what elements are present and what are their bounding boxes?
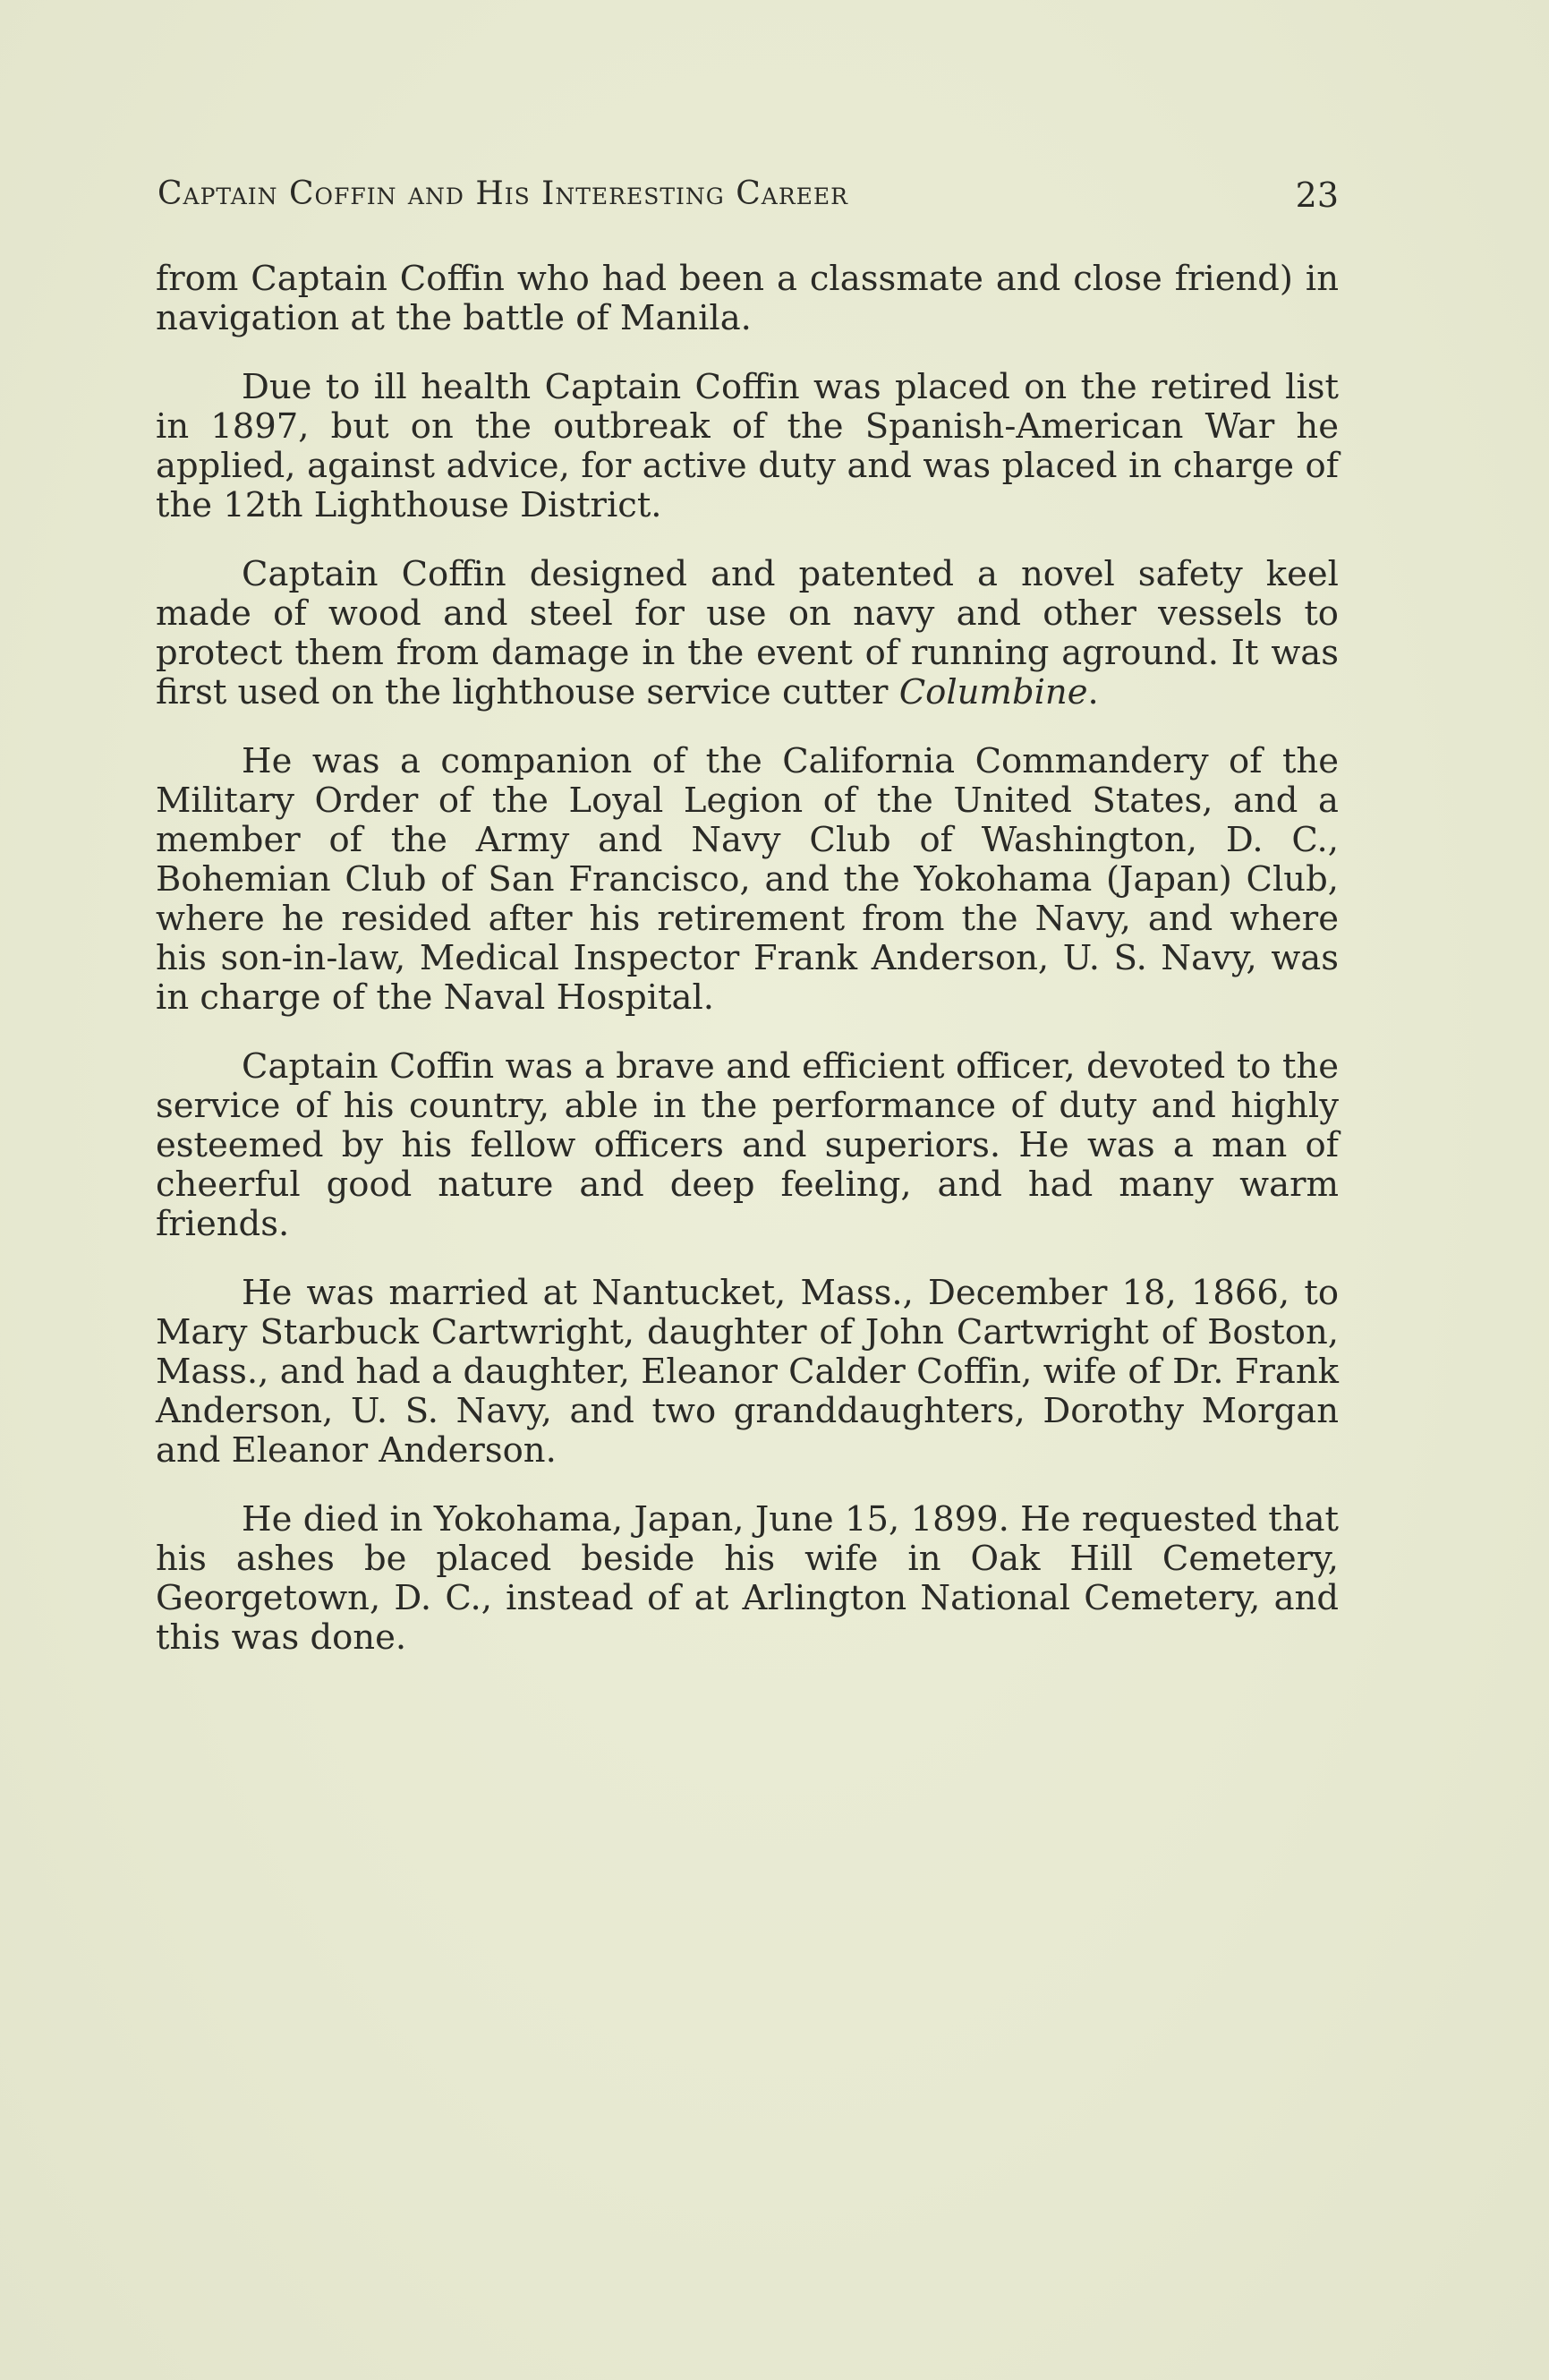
paragraph-memberships: He was a companion of the California Commandery of the Military Order of the Loyal Legion of the United States, and a member of the Army and Navy Club of Washington, D. C., Bohemian Club of San Francisco, and the Yokohama (Japan) Club, where he resided after his retirement from the Navy, and where his son-in-law, Medical Inspector Frank Anderson, U. S. Navy, was in charge of the Naval Hospital. [156,741,1339,1018]
paragraph-retirement: Due to ill health Captain Coffin was placed on the retired list in 1897, but on the outbreak of the Spanish-American War he applied, against advice, for active duty and was placed in charge of the 12th Lighthouse District. [156,367,1339,525]
paragraph-safety-keel-end: . [1087,672,1099,712]
page-header [157,175,1339,229]
page-number: 23 [1295,175,1339,215]
paragraph-continuation: from Captain Coffin who had been a classmate and close friend) in navigation at the battle of Manila. [156,259,1339,338]
ship-name: Columbine [898,672,1088,712]
paragraph-safety-keel [156,555,1339,712]
paragraph-safety-keel-text: Captain Coffin designed and patented a novel safety keel made of wood and steel for use on navy and other vessels to protect them from damage in the event of running aground. It was first used on the lighthouse service cutter [156,554,1339,712]
paragraph-family: He was married at Nantucket, Mass., December 18, 1866, to Mary Starbuck Cartwright, daughter of John Cartwright of Boston, Mass., and had a daughter, Eleanor Calder Coffin, wife of Dr. Frank Anderson, U. S. Navy, and two granddaughters, Dorothy Morgan and Eleanor Anderson. [156,1273,1339,1471]
paragraph-character: Captain Coffin was a brave and efficient officer, devoted to the service of his country, able in the performance of duty and highly esteemed by his fellow officers and superiors. He was a man of cheerful good nature and deep feeling, and had many warm friends. [156,1046,1339,1244]
running-head: Captain Coffin and His Interesting Career [157,175,848,212]
paragraph-death: He died in Yokohama, Japan, June 15, 1899. He requested that his ashes be placed beside his wife in Oak Hill Cemetery, Georgetown, D. C., instead of at Arlington National Cemetery, and this was done. [156,1499,1339,1658]
body-text [156,260,1339,1687]
